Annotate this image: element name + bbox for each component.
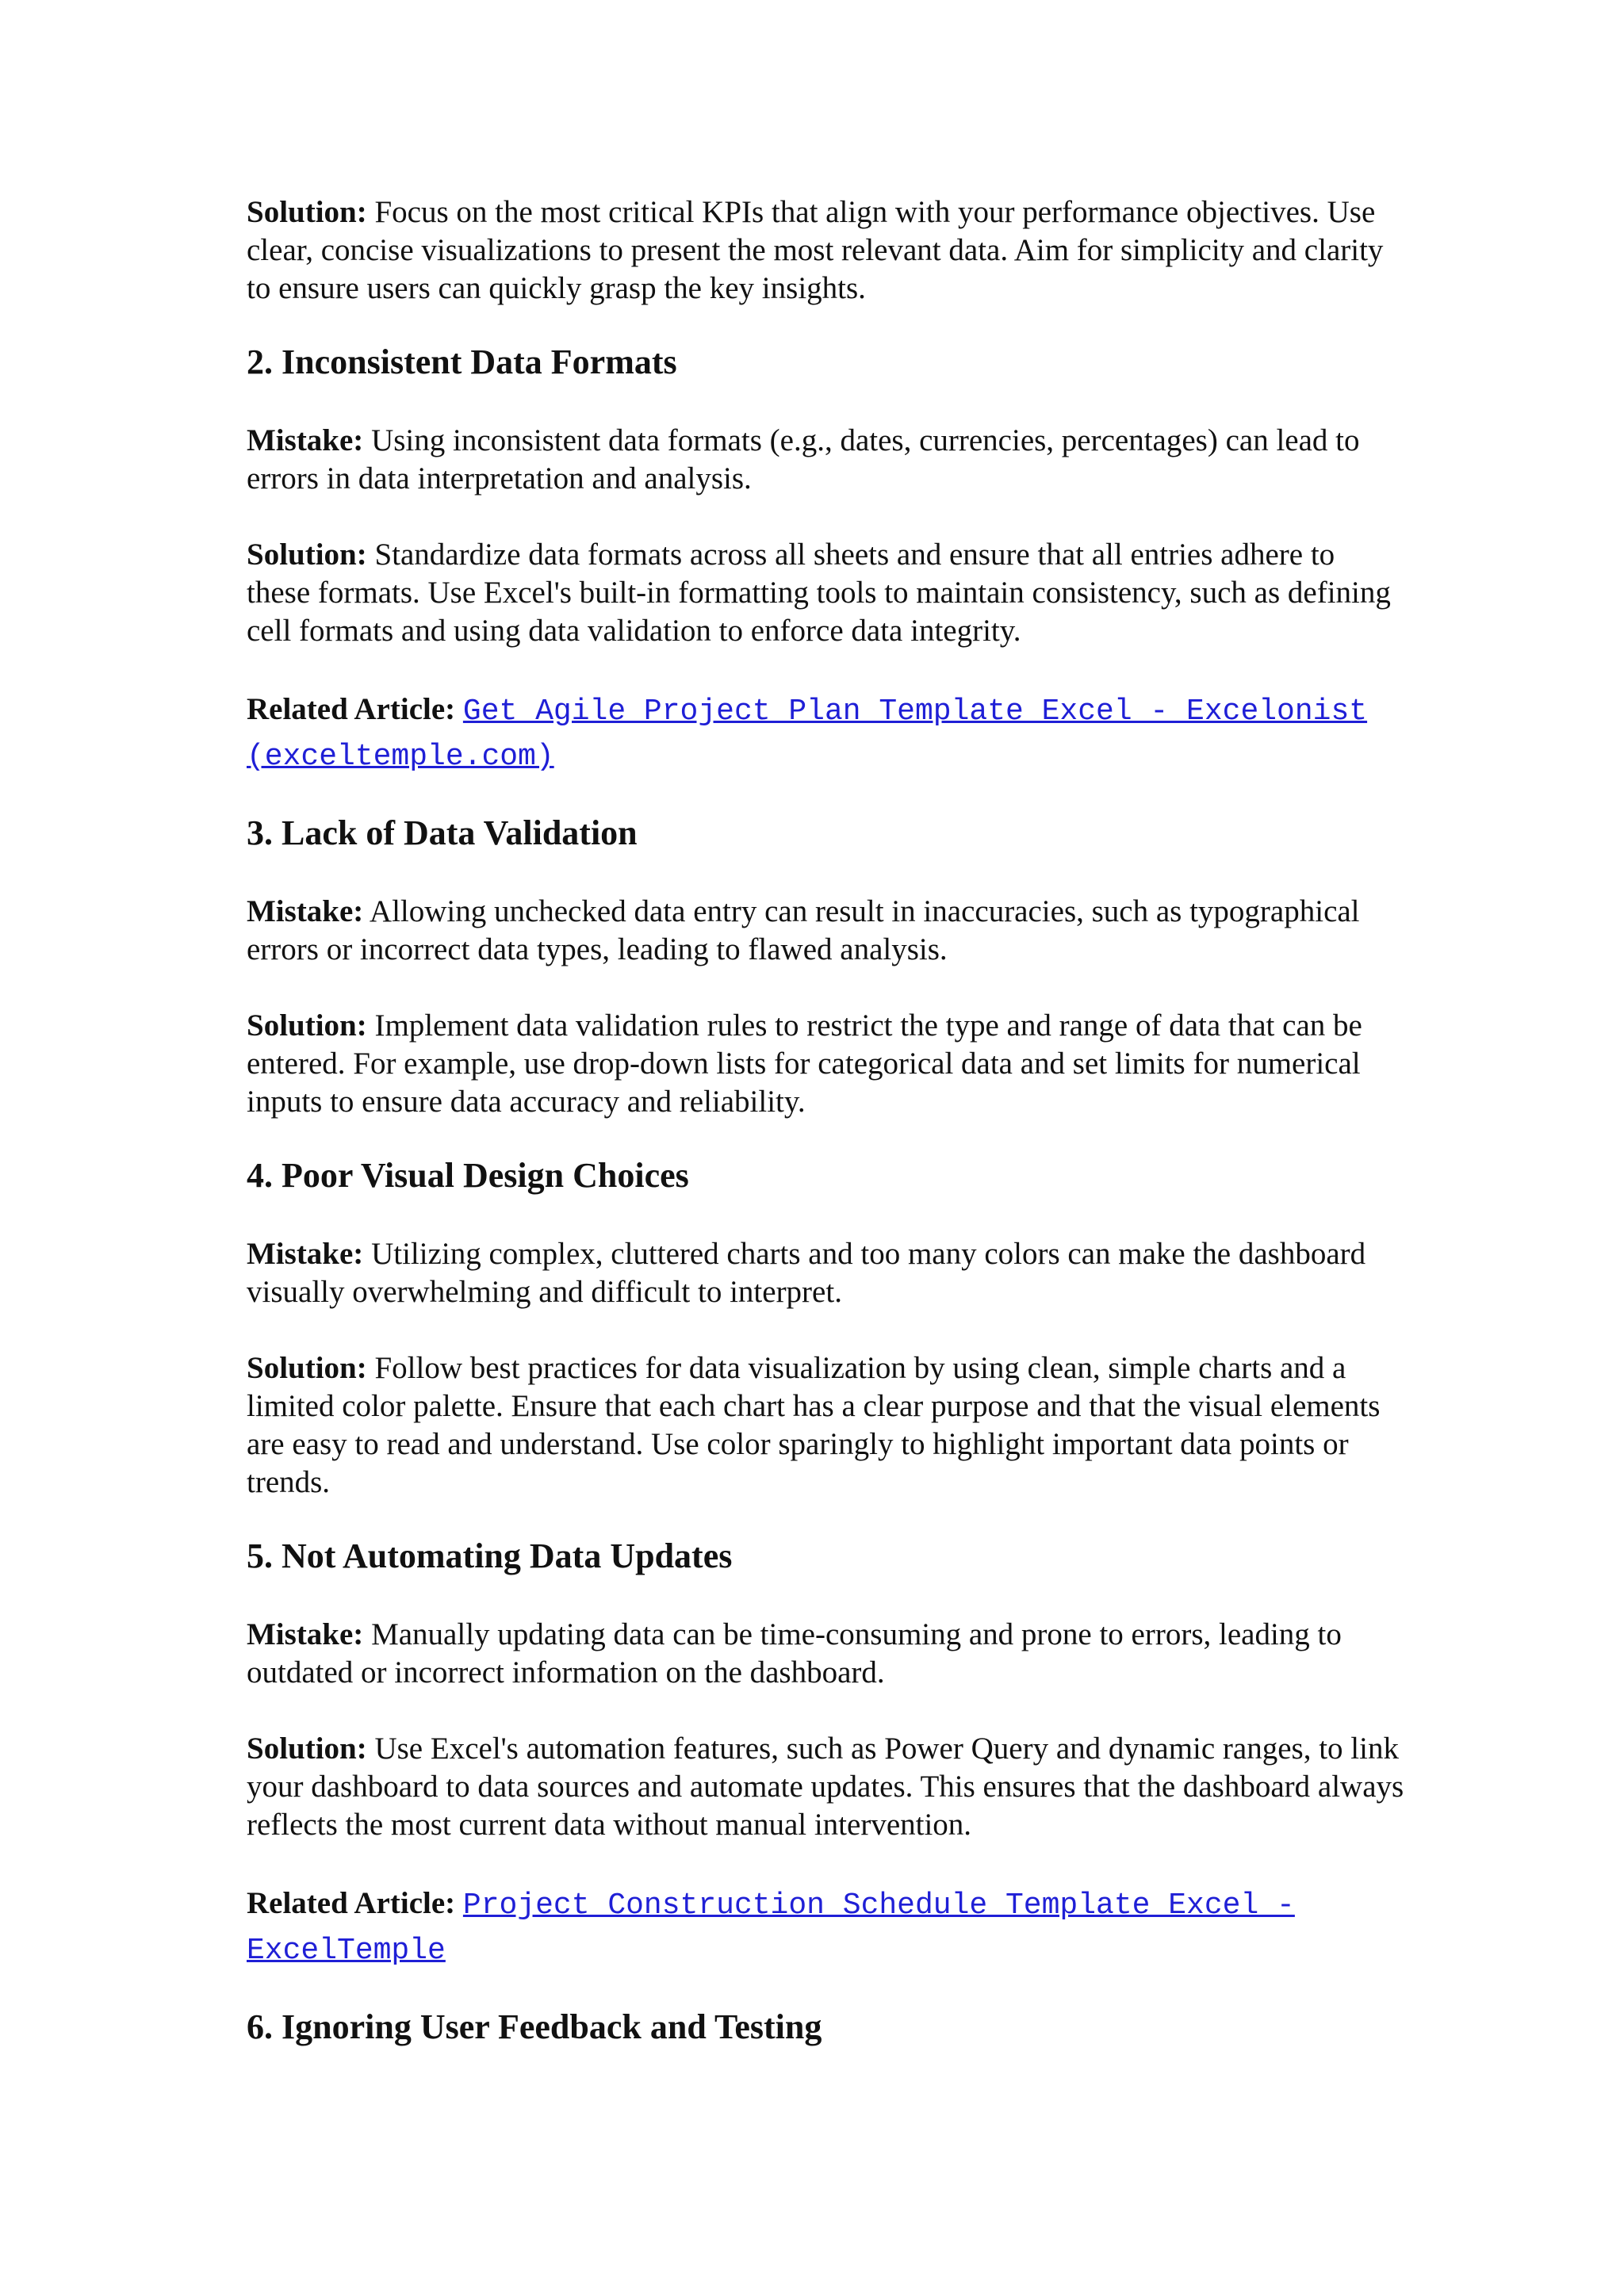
solution-label: Solution:: [247, 1008, 367, 1043]
solution-text: Use Excel's automation features, such as Power Query and dynamic ranges, to link your dashboard to data sources and automate updates. This ensures that the dashboard always reflects the most current data without manual intervention.: [247, 1732, 1404, 1842]
mistake-paragraph: [247, 893, 1404, 969]
solution-paragraph: [247, 193, 1404, 308]
mistake-text: Using inconsistent data formats (e.g., dates, currencies, percentages) can lead to errors in data interpretation and analysis.: [247, 423, 1360, 496]
mistake-label: Mistake:: [247, 894, 364, 928]
section-heading-2: 2. Inconsistent Data Formats: [247, 342, 677, 381]
solution-label: Solution:: [247, 1732, 367, 1766]
related-article-link[interactable]: Project Construction Schedule Template Excel - ExcelTemple: [247, 1888, 1295, 1968]
solution-label: Solution:: [247, 195, 367, 229]
solution-paragraph: [247, 1007, 1404, 1121]
mistake-label: Mistake:: [247, 1237, 364, 1271]
solution-paragraph: [247, 1730, 1404, 1844]
mistake-text: Allowing unchecked data entry can result in inaccuracies, such as typographical errors or incorrect data types, leading to flawed analysis.: [247, 894, 1360, 966]
mistake-label: Mistake:: [247, 1617, 364, 1651]
section-heading-4: 4. Poor Visual Design Choices: [247, 1156, 689, 1195]
solution-text: Focus on the most critical KPIs that align with your performance objectives. Use clear, concise visualizations to present the most relevant data. Aim for simplicity and clarity to ensure users can quickly grasp the key insights.: [247, 195, 1384, 305]
section-heading-5: 5. Not Automating Data Updates: [247, 1536, 733, 1575]
solution-paragraph: [247, 536, 1404, 650]
solution-label: Solution:: [247, 1351, 367, 1385]
solution-label: Solution:: [247, 538, 367, 572]
related-article-label: Related Article:: [247, 692, 456, 726]
related-article: [247, 1882, 1404, 1973]
solution-text: Standardize data formats across all sheets and ensure that all entries adhere to these formats. Use Excel's built-in formatting tools to maintain consistency, such as defining cell formats and using data validation to enforce data integrity.: [247, 538, 1391, 648]
mistake-text: Manually updating data can be time-consuming and prone to errors, leading to outdated or incorrect information on the dashboard.: [247, 1617, 1342, 1689]
mistake-paragraph: [247, 1235, 1404, 1311]
mistake-text: Utilizing complex, cluttered charts and too many colors can make the dashboard visually overwhelming and difficult to interpret.: [247, 1237, 1366, 1309]
related-article-label: Related Article:: [247, 1886, 456, 1920]
related-article-link[interactable]: Get Agile Project Plan Template Excel - Excelonist (exceltemple.com): [247, 695, 1368, 774]
document-page: [247, 193, 1404, 2047]
mistake-paragraph: [247, 422, 1404, 498]
solution-text: Follow best practices for data visualization by using clean, simple charts and a limited color palette. Ensure that each chart has a clear purpose and that the visual elements are easy to read and understand. Use color sparingly to highlight important data points or trends.: [247, 1351, 1381, 1499]
solution-paragraph: [247, 1349, 1404, 1502]
section-heading-3: 3. Lack of Data Validation: [247, 813, 638, 852]
related-article: [247, 688, 1404, 779]
mistake-label: Mistake:: [247, 423, 364, 457]
mistake-paragraph: [247, 1616, 1404, 1692]
solution-text: Implement data validation rules to restrict the type and range of data that can be entered. For example, use drop-down lists for categorical data and set limits for numerical inputs to ensure data accuracy and reliability.: [247, 1008, 1362, 1119]
section-heading-6: 6. Ignoring User Feedback and Testing: [247, 2007, 822, 2046]
